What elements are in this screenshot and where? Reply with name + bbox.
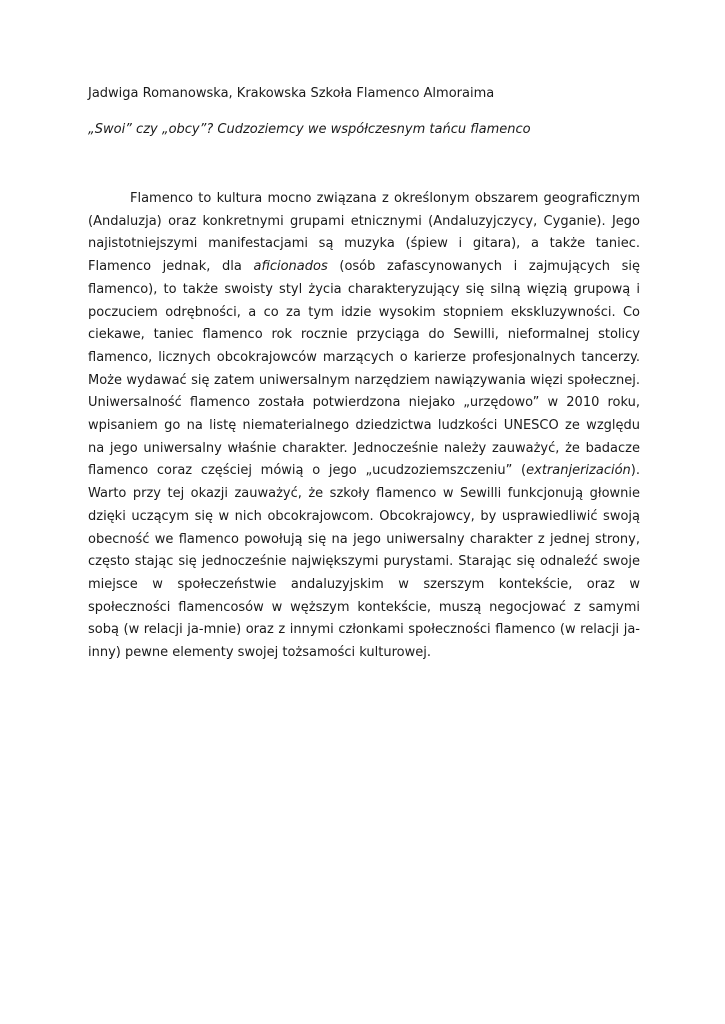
text-run: ). Warto przy tej okazji zauważyć, że szkoły flamenco w Sewilli funkcjonują głownie dzięki uczącym się w nich obcokrajowcom. Obcokrajowcy, by usprawiedliwić swoją obecność we flamenco powołują się na jego uniwersalny charakter z jednej strony, często stając się jednocześnie największymi purystami. Starając się odnaleźć swoje miejsce w społeczeństwie andaluzyjskim w szerszym kontekście, oraz w społeczności flamencosów w węższym kontekście, muszą negocjować z samymi sobą (w relacji ja-mnie) oraz z innymi członkami społeczności flamenco (w relacji ja-inny) pewne elementy swojej tożsamości kulturowej. [88,463,640,661]
author-line: Jadwiga Romanowska, Krakowska Szkoła Flamenco Almoraima [88,86,495,101]
paper-title: „Swoi” czy „obcy”? Cudzoziemcy we współczesnym tańcu flamenco [88,122,531,137]
italic-term-extranjerizacion: extranjerización [526,463,631,479]
text-run: (osób zafascynowanych i zajmujących się flamenco), to także swoisty styl życia charakteryzujący się silną więzią grupową i poczuciem odrębności, a co za tym idzie wysokim stopniem ekskluzywności. Co ciekawe, taniec flamenco rok rocznie przyciąga do Sewilli, nieformalnej stolicy flamenco, licznych obcokrajowców marzących o karierze profesjonalnych tancerzy. Może wydawać się zatem uniwersalnym narzędziem nawiązywania więzi społecznej. Uniwersalność flamenco została potwierdzona niejako „urzędowo” w 2010 roku, wpisaniem go na listę niematerialnego dziedzictwa ludzkości UNESCO ze względu na jego uniwersalny właśnie charakter. Jednocześnie należy zauważyć, że badacze flamenco coraz częściej mówią o jego „ucudzoziemszczeniu” ( [88,259,641,479]
abstract-paragraph [88,188,640,665]
italic-term-aficionados: aficionados [253,259,328,275]
text-run: Flamenco to kultura mocno związana z określonym obszarem geograficznym (Andaluzja) oraz konkretnymi grupami etnicznymi (Andaluzyjczycy, Cyganie). Jego najistotniejszymi manifestacjami są muzyka (śpiew i gitara), a także taniec. Flamenco jednak, dla [88,191,640,275]
abstract-body [88,188,640,665]
